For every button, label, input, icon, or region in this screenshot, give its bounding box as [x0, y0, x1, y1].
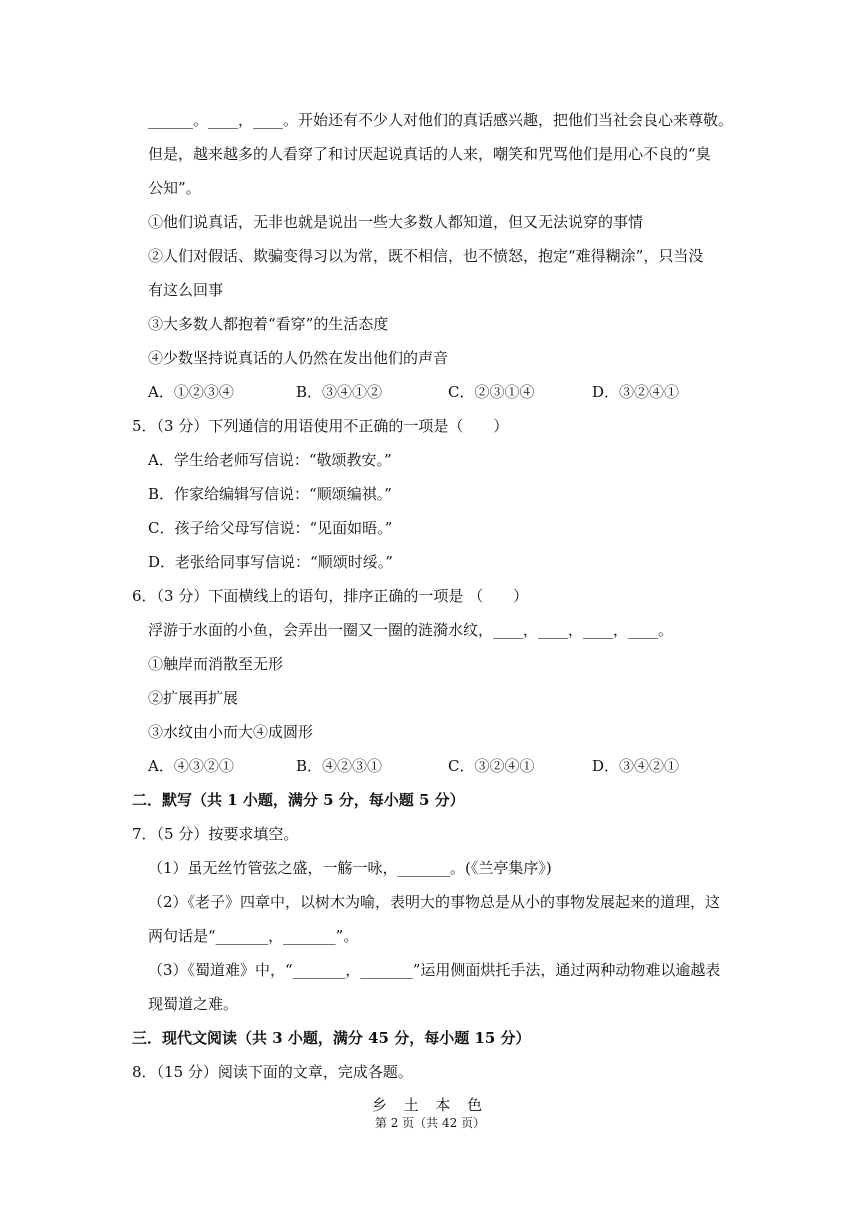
q5-stem: 5．（3 分）下列通信的用语使用不正确的一项是（ ） — [132, 417, 509, 435]
q7-line-5: 现蜀道之难。 — [148, 995, 239, 1013]
q7-stem: 7．（5 分）按要求填空。 — [132, 825, 299, 843]
q6-item-3: ③水纹由小而大④成圆形 — [148, 723, 314, 741]
q4-option-a: A．①②③④ — [148, 383, 234, 401]
q7-line-2: （2）《老子》四章中，以树木为喻，表明大的事物总是从小的事物发展起来的道理，这 — [148, 893, 721, 911]
q4-text-line-2: 但是，越来越多的人看穿了和讨厌起说真话的人来，嘲笑和咒骂他们是用心不良的“臭 — [148, 145, 711, 163]
q4-option-c: C．②③①④ — [448, 383, 535, 401]
q6-text: 浮游于水面的小鱼，会弄出一圈又一圈的涟漪水纹，____，____，____，____。 — [148, 621, 674, 639]
q5-option-b: B．作家给编辑写信说：“顺颂编祺。” — [148, 485, 392, 503]
q6-option-b: B．④②③① — [296, 757, 383, 775]
section-3-heading: 三．现代文阅读（共 3 小题，满分 45 分，每小题 15 分） — [132, 1029, 531, 1047]
q4-option-b: B．③④①② — [296, 383, 383, 401]
q4-item-4: ④少数坚持说真话的人仍然在发出他们的声音 — [148, 349, 449, 367]
q8-stem: 8．（15 分）阅读下面的文章，完成各题。 — [132, 1063, 413, 1081]
section-2-heading: 二．默写（共 1 小题，满分 5 分，每小题 5 分） — [132, 791, 465, 809]
q7-line-3: 两句话是“_______，_______”。 — [148, 927, 359, 945]
q5-option-c: C．孩子给父母写信说：“见面如晤。” — [148, 519, 393, 537]
page-footer: 第 2 页（共 42 页） — [374, 1116, 486, 1130]
q4-text-line-3: 公知”。 — [148, 179, 201, 197]
q5-option-d: D．老张给同事写信说：“顺颂时绥。” — [148, 553, 393, 571]
q6-item-2: ②扩展再扩展 — [148, 689, 239, 707]
q4-item-1: ①他们说真话，无非也就是说出一些大多数人都知道，但又无法说穿的事情 — [148, 213, 644, 231]
q7-line-1: （1）虽无丝竹管弦之盛，一觞一咏，_______。(《兰亭集序》) — [148, 859, 552, 877]
q6-option-c: C．③②④① — [448, 757, 535, 775]
q4-option-d: D．③②④① — [592, 383, 680, 401]
q4-text-line-1: ______。____，____。开始还有不少人对他们的真话感兴趣，把他们当社会良心来尊敬。 — [148, 111, 734, 129]
q6-item-1: ①触岸而消散至无形 — [148, 655, 284, 673]
q4-item-3: ③大多数人都抱着“看穿”的生活态度 — [148, 315, 389, 333]
q6-option-d: D．③④②① — [592, 757, 680, 775]
q4-item-2: ②人们对假话、欺骗变得习以为常，既不相信，也不愤怒，抱定“难得糊涂”，只当没 — [148, 247, 704, 265]
article-title: 乡 土 本 色 — [371, 1096, 489, 1114]
q5-option-a: A．学生给老师写信说：“敬颂教安。” — [148, 451, 392, 469]
q7-line-4: （3）《蜀道难》中，“_______，_______”运用侧面烘托手法，通过两种动物难以逾越表 — [148, 961, 721, 979]
q4-item-2-cont: 有这么回事 — [148, 281, 224, 299]
q6-stem: 6．（3 分）下面横线上的语句，排序正确的一项是 （ ） — [132, 587, 529, 605]
q6-option-a: A．④③②① — [148, 757, 234, 775]
